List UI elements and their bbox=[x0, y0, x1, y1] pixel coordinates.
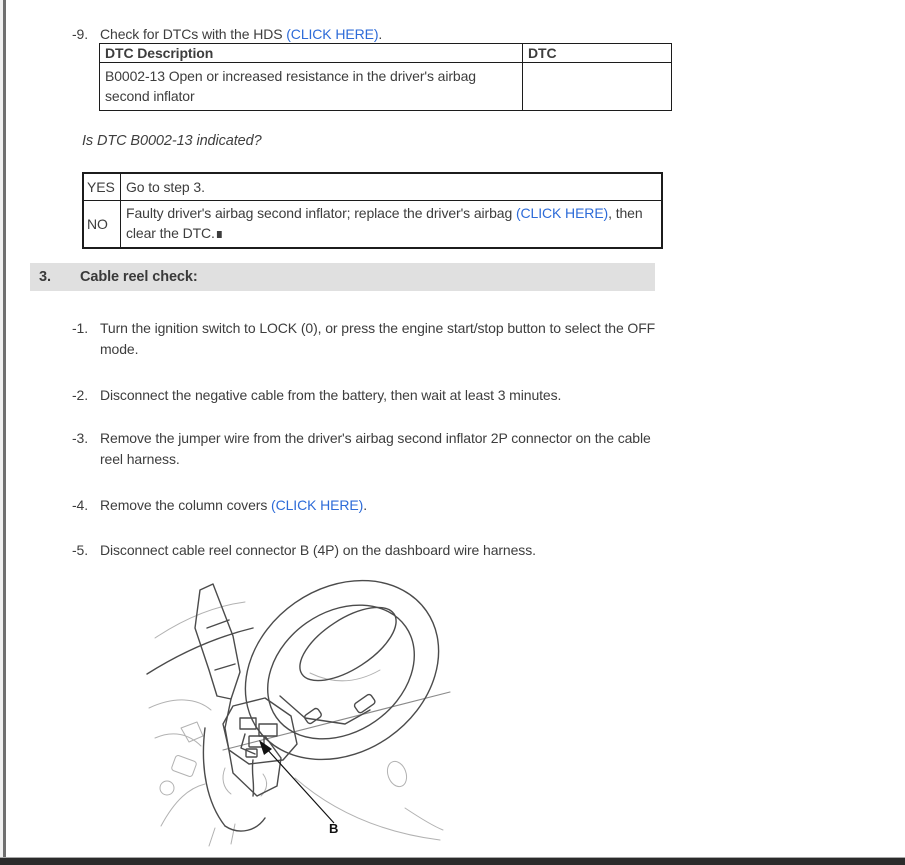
table-row bbox=[100, 63, 672, 111]
substep-text-post: . bbox=[378, 26, 383, 42]
substep-text-pre: Disconnect cable reel connector B (4P) on the dashboard wire harness. bbox=[100, 542, 536, 558]
steering-column-illustration bbox=[145, 578, 455, 850]
click-here-link-hds[interactable]: (CLICK HERE) bbox=[286, 26, 379, 42]
steering-column-line-art bbox=[145, 578, 455, 850]
substep-text-post: . bbox=[363, 497, 367, 513]
connector-b-label: B bbox=[329, 821, 339, 836]
yes-label: YES bbox=[83, 173, 121, 201]
step-3-header bbox=[30, 263, 655, 291]
no-action bbox=[121, 201, 663, 249]
left-frame-border bbox=[3, 0, 6, 857]
dtc-header: DTC bbox=[523, 44, 672, 63]
substep-text bbox=[100, 428, 666, 470]
step-number: 3. bbox=[39, 269, 51, 285]
dtc-table-header-row bbox=[100, 44, 672, 63]
substep-5 bbox=[72, 540, 536, 561]
click-here-link-column-covers[interactable]: (CLICK HERE) bbox=[271, 497, 364, 513]
bottom-frame-bar bbox=[0, 857, 905, 865]
decision-question: Is DTC B0002-13 indicated? bbox=[82, 133, 262, 149]
substep-text-pre: Check for DTCs with the HDS bbox=[100, 26, 287, 42]
substep-1 bbox=[72, 318, 666, 360]
substep-text-pre: Disconnect the negative cable from the battery, then wait at least 3 minutes. bbox=[100, 387, 562, 403]
substep-9 bbox=[72, 24, 382, 45]
no-label: NO bbox=[83, 201, 121, 249]
substep-text bbox=[100, 24, 382, 45]
substep-number: -5. bbox=[72, 542, 89, 558]
substep-4 bbox=[72, 495, 367, 516]
yes-action: Go to step 3. bbox=[121, 173, 663, 201]
click-here-link-replace-airbag[interactable]: (CLICK HERE) bbox=[515, 205, 609, 221]
substep-number: -9. bbox=[72, 26, 89, 42]
dtc-description-cell: B0002-13 Open or increased resistance in the driver's airbag second inflator bbox=[100, 63, 523, 111]
dtc-description-header: DTC Description bbox=[100, 44, 523, 63]
table-row-yes bbox=[83, 173, 662, 201]
substep-number: -1. bbox=[72, 320, 89, 336]
substep-text-pre: Turn the ignition switch to LOCK (0), or press the engine start/stop button to select the OFF mode. bbox=[100, 320, 656, 357]
dtc-value-cell bbox=[523, 63, 672, 111]
substep-text bbox=[100, 540, 536, 561]
substep-text-pre: Remove the jumper wire from the driver's airbag second inflator 2P connector on the cable reel harness. bbox=[100, 430, 651, 467]
substep-text bbox=[100, 318, 666, 360]
substep-number: -4. bbox=[72, 497, 89, 513]
step-title: Cable reel check: bbox=[80, 269, 198, 285]
substep-text bbox=[100, 385, 561, 406]
decision-table bbox=[82, 172, 663, 249]
substep-3 bbox=[72, 428, 666, 470]
no-action-post: , then clear the DTC.∎ bbox=[126, 205, 643, 241]
table-row-no bbox=[83, 201, 662, 249]
no-action-pre: Faulty driver's airbag second inflator; replace the driver's airbag bbox=[126, 205, 516, 221]
connector-b-callout bbox=[259, 740, 338, 836]
substep-text bbox=[100, 495, 367, 516]
substep-number: -3. bbox=[72, 430, 89, 446]
substep-text-pre: Remove the column covers bbox=[100, 497, 272, 513]
substep-2 bbox=[72, 385, 561, 406]
substep-number: -2. bbox=[72, 387, 89, 403]
dtc-table bbox=[99, 43, 672, 111]
